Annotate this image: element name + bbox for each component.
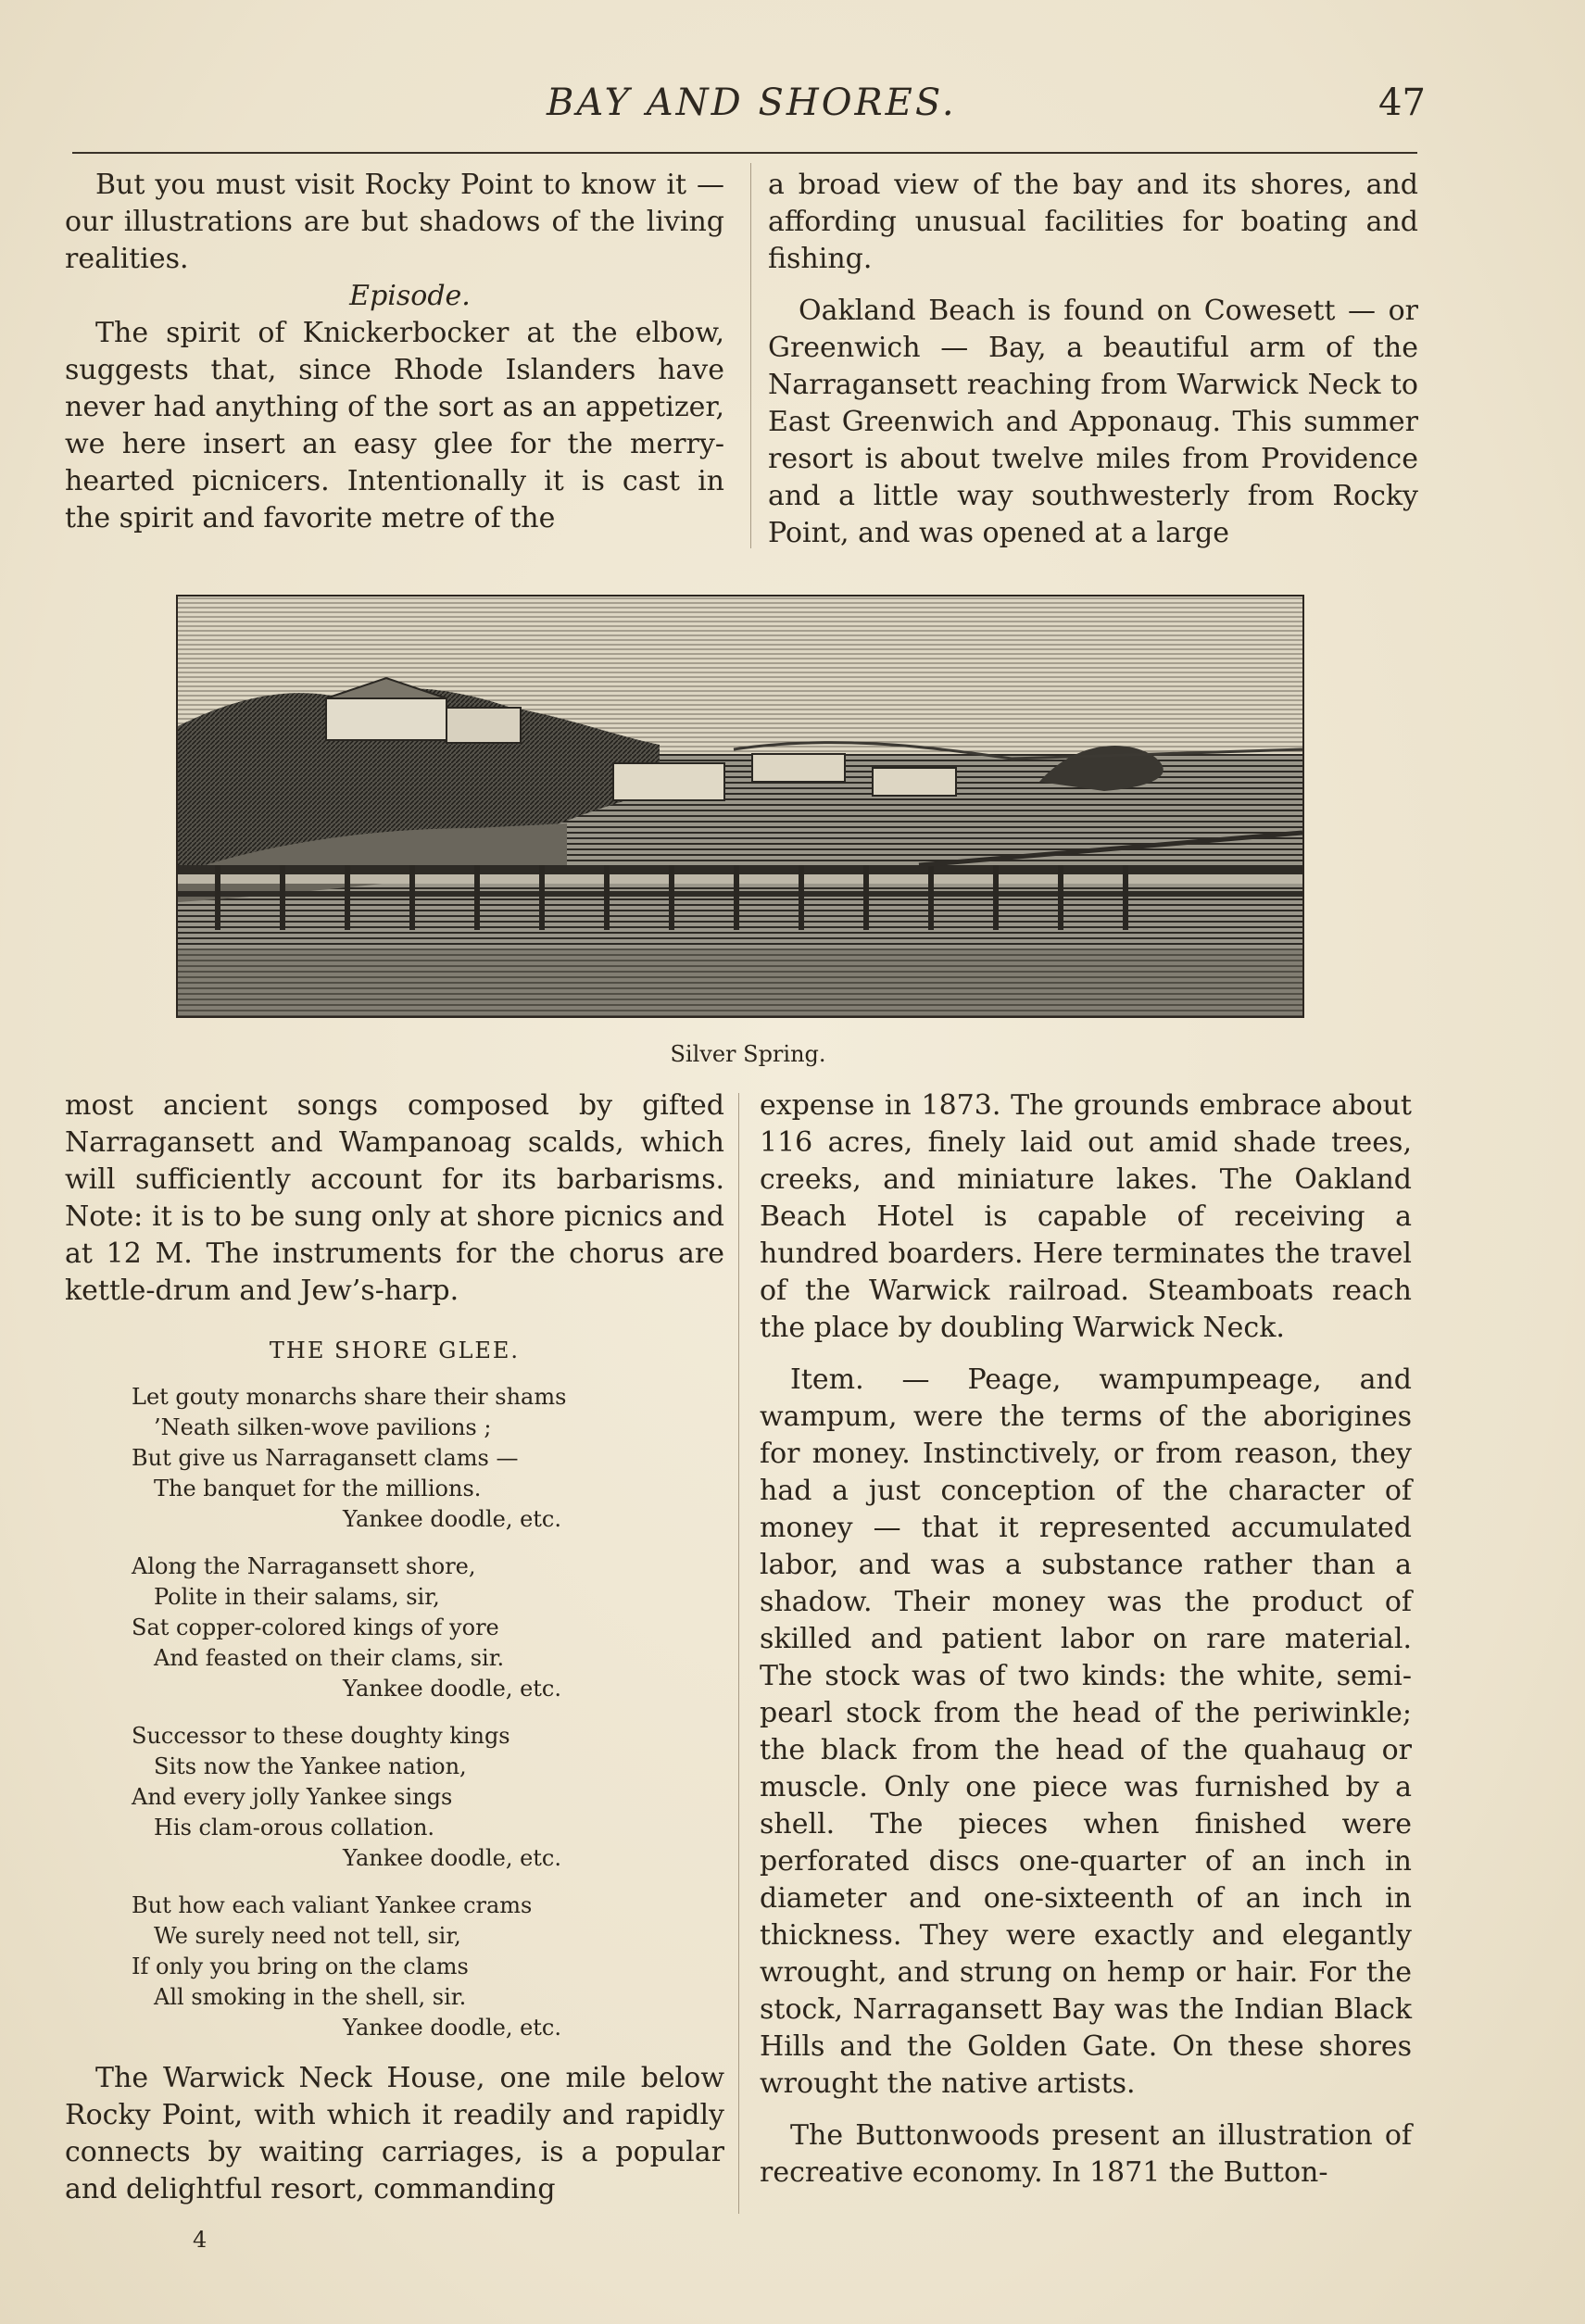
verse-refrain: Yankee doodle, etc. (343, 1506, 562, 1532)
top-left-column (65, 167, 724, 537)
episode-heading: Episode. (349, 280, 471, 312)
illustration-caption: Silver Spring. (670, 1041, 826, 1067)
bottom-left-column (65, 1087, 724, 2208)
verse-line: But give us Narragansett clams — (132, 1445, 519, 1471)
verse-line: But how each valiant Yankee crams (132, 1892, 533, 1918)
paragraph: The Warwick Neck House, one mile below Rocky Point, with which it readily and rapidly connects by waiting carriages, is a popular and delightful resort, commanding (65, 2062, 724, 2205)
glee-title: THE SHORE GLEE. (269, 1338, 521, 1363)
verse-line: And feasted on their clams, sir. (154, 1645, 505, 1671)
paragraph: Oakland Beach is found on Cowesett — or Greenwich — Bay, a beautiful arm of the Narragansett reaching from Warwick Neck to East Greenwich and Apponaug. This summer resort is about twelve miles from Providence and a little way southwesterly from Rocky Point, and was opened at a large (768, 295, 1418, 549)
glee-stanza (65, 1382, 724, 1535)
top-right-column (768, 167, 1418, 552)
verse-line: If only you bring on the clams (132, 1953, 469, 1979)
verse-line: The banquet for the millions. (154, 1476, 482, 1501)
header-rule (72, 152, 1417, 154)
paragraph: Item. — Peage, wampumpeage, and wampum, were the terms of the aborigines for money. Instinctively, or from reason, they had a just conception of the character of money — that it represented accumulated labor, and was a substance rather than a shadow. Their money was the product of skilled and patient labor on rare material. The stock was of two kinds: the white, semi-pearl stock from the head of the periwinkle; the black from the head of the quahaug or muscle. Only one piece was furnished by a shell. The pieces when finished were perforated discs one-quarter of an inch in diameter and one-sixteenth of an inch in thickness. They were exactly and elegantly wrought, and strung on hemp or hair. For the stock, Narragansett Bay was the Indian Black Hills and the Golden Gate. On these shores wrought the native artists. (760, 1363, 1412, 2100)
running-head (0, 74, 1585, 130)
column-rule (738, 1093, 739, 2214)
verse-line: Polite in their salams, sir, (154, 1584, 440, 1610)
column-rule (750, 163, 751, 548)
engraving-image (178, 597, 1302, 1016)
verse-line: All smoking in the shell, sir. (154, 1984, 467, 2010)
verse-line: Sat copper-colored kings of yore (132, 1614, 499, 1640)
verse-line: Sits now the Yankee nation, (154, 1753, 467, 1779)
paragraph: expense in 1873. The grounds embrace about 116 acres, finely laid out amid shade trees, creeks, and miniature lakes. The Oakland Beach Hotel is capable of receiving a hundred boarders. Here terminates the travel of the Warwick railroad. Steamboats reach the place by doubling Warwick Neck. (760, 1089, 1412, 1344)
paragraph: a broad view of the bay and its shores, and affording unusual facilities for boating and fishing. (768, 169, 1418, 275)
page-number: 47 (1378, 82, 1426, 124)
bottom-right-column (760, 1087, 1412, 2192)
signature-mark: 4 (193, 2227, 208, 2253)
running-title: BAY AND SHORES. (547, 82, 957, 124)
paragraph: But you must visit Rocky Point to know it — our illustrations are but shadows of the living realities. (65, 169, 724, 275)
glee-stanza (65, 1551, 724, 1704)
verse-refrain: Yankee doodle, etc. (343, 2015, 562, 2041)
paragraph: most ancient songs composed by gifted Narragansett and Wampanoag scalds, which will sufficiently account for its barbarisms. Note: it is to be sung only at shore picnics and at 12 M. The instruments for the chorus are kettle-drum and Jew’s-harp. (65, 1089, 724, 1307)
verse-line: ’Neath silken-wove pavilions ; (154, 1414, 492, 1440)
verse-line: His clam-orous collation. (154, 1815, 435, 1840)
paragraph: The spirit of Knickerbocker at the elbow, suggests that, since Rhode Islanders have never had anything of the sort as an appetizer, we here insert an easy glee for the merry-hearted picnicers. Intentionally it is cast in the spirit and favorite metre of the (65, 317, 724, 534)
verse-line: Along the Narragansett shore, (132, 1553, 476, 1579)
verse-line: And every jolly Yankee sings (132, 1784, 453, 1810)
verse-line: We surely need not tell, sir, (154, 1923, 461, 1949)
verse-line: Successor to these doughty kings (132, 1723, 510, 1749)
verse-line: Let gouty monarchs share their shams (132, 1384, 567, 1410)
silver-spring-engraving (176, 595, 1304, 1018)
glee-stanza (65, 1891, 724, 2043)
verse-refrain: Yankee doodle, etc. (343, 1676, 562, 1702)
paragraph: The Buttonwoods present an illustration of recreative economy. In 1871 the Button- (760, 2119, 1412, 2189)
glee-stanza (65, 1721, 724, 1874)
verse-refrain: Yankee doodle, etc. (343, 1845, 562, 1871)
